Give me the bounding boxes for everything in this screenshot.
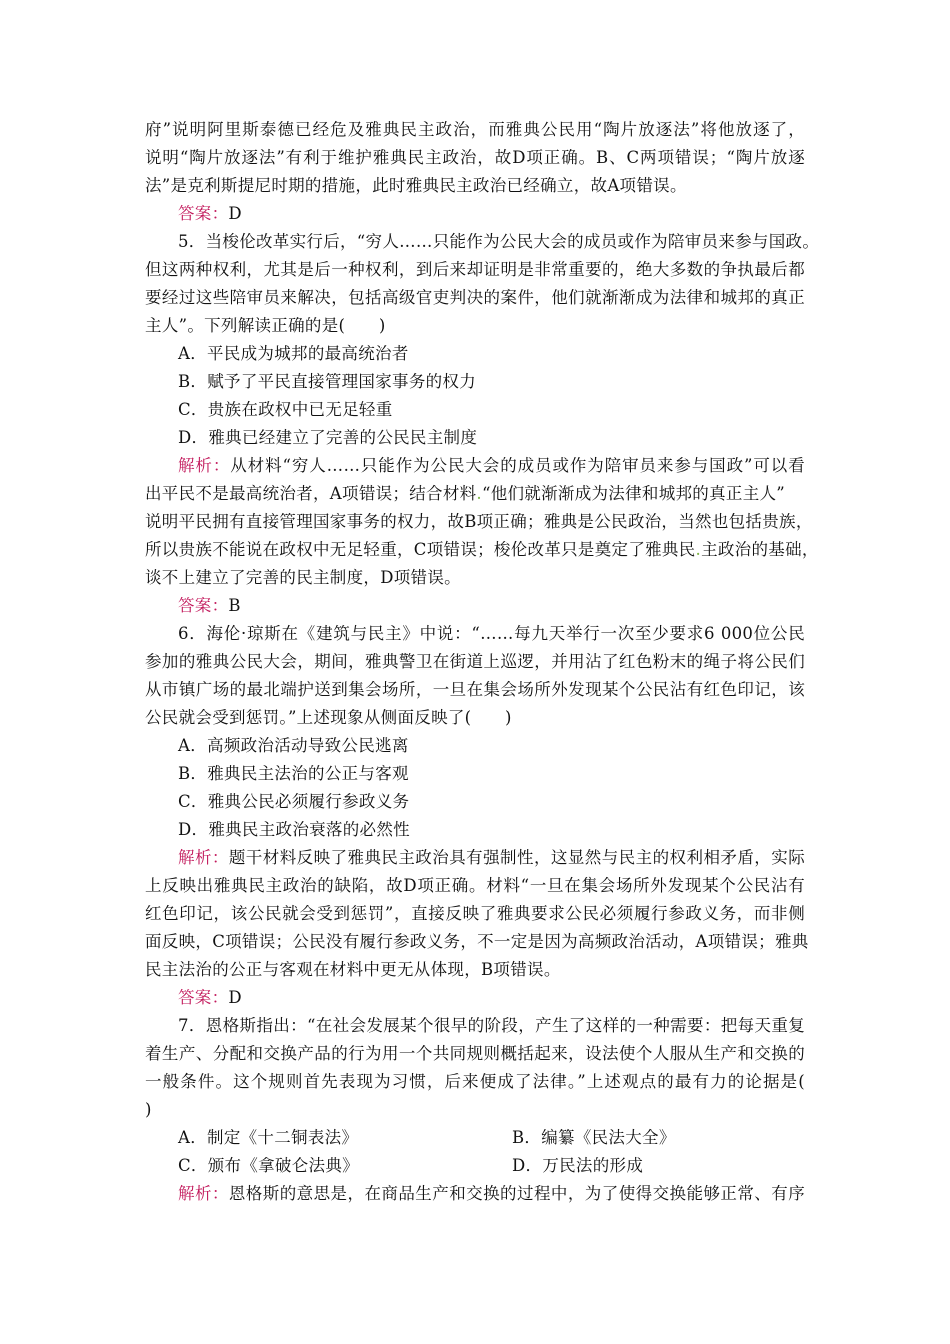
analysis-line: [145, 484, 785, 504]
analysis-text: 恩格斯的意思是，在商品生产和交换的过程中，为了使得交换能够正常、有序: [228, 1184, 806, 1203]
question-stem: 5．当梭伦改革实行后，“穷人……只能作为公民大会的成员或作为陪审员来参与国政。: [178, 232, 820, 251]
option: A．高频政治活动导致公民逃离: [178, 736, 409, 755]
option: B．编纂《民法大全》: [512, 1128, 676, 1147]
option: C．颁布《拿破仑法典》: [178, 1156, 359, 1175]
analysis-text: 出平民不是最高统治者，A项错误；结合材料: [145, 484, 477, 503]
option: A．制定《十二铜表法》: [178, 1128, 359, 1147]
analysis-text: 主政治的基础，: [701, 540, 819, 559]
option: B．雅典民主法治的公正与客观: [178, 764, 409, 783]
analysis-line: [178, 456, 805, 476]
answer-line: [178, 596, 241, 616]
question-stem: 7．恩格斯指出：“在社会发展某个很早的阶段，产生了这样的一种需要：把每天重复: [178, 1016, 805, 1035]
question-stem: ): [145, 1100, 152, 1119]
text-line: 法”是克利斯提尼时期的措施，此时雅典民主政治已经确立，故A项错误。: [145, 176, 687, 195]
analysis-label: 解析：: [178, 1184, 229, 1203]
option: A．平民成为城邦的最高统治者: [178, 344, 409, 363]
analysis-text: “他们就渐渐成为法律和城邦的真正主人”: [481, 484, 786, 503]
analysis-text: 所以贵族不能说在政权中无足轻重，C项错误；梭伦改革只是奠定了雅典民: [145, 540, 696, 559]
answer-label: 答案：: [178, 204, 229, 223]
answer-label: 答案：: [178, 596, 229, 615]
analysis-line: 谈不上建立了完善的民主制度，D项错误。: [145, 568, 461, 587]
answer-line: [178, 204, 242, 224]
answer-value: D: [228, 204, 242, 223]
question-stem: 参加的雅典公民大会，期间，雅典警卫在街道上巡逻，并用沾了红色粉末的绳子将公民们: [145, 652, 805, 671]
analysis-line: 面反映，C项错误；公民没有履行参政义务，不一定是因为高频政治活动，A项错误；雅典: [145, 932, 809, 951]
option: D．雅典已经建立了完善的公民民主制度: [178, 428, 478, 447]
analysis-line: [178, 1184, 805, 1204]
analysis-line: [178, 848, 805, 868]
answer-label: 答案：: [178, 988, 229, 1007]
option: B．赋予了平民直接管理国家事务的权力: [178, 372, 477, 391]
analysis-line: 说明平民拥有直接管理国家事务的权力，故B项正确；雅典是公民政治，当然也包括贵族，: [145, 512, 813, 531]
question-stem: 要经过这些陪审员来解决，包括高级官吏判决的案件，他们就渐渐成为法律和城邦的真正: [145, 288, 805, 307]
option: D．万民法的形成: [512, 1156, 644, 1175]
analysis-text: 从材料“穷人……只能作为公民大会的成员或作为陪审员来参与国政”可以看: [230, 456, 805, 475]
analysis-text: 题干材料反映了雅典民主政治具有强制性，这显然与民主的权利相矛盾，实际: [228, 848, 806, 867]
analysis-line: 民主法治的公正与客观在材料中更无从体现，B项错误。: [145, 960, 561, 979]
question-stem: 公民就会受到惩罚。”上述现象从侧面反映了( ): [145, 708, 512, 727]
question-stem: 但这两种权利，尤其是后一种权利，到后来却证明是非常重要的，绝大多数的争执最后都: [145, 260, 805, 279]
text-line: 府”说明阿里斯泰德已经危及雅典民主政治，而雅典公民用“陶片放逐法”将他放逐了，: [145, 120, 805, 139]
answer-value: B: [228, 596, 241, 615]
question-stem: 从市镇广场的最北端护送到集会场所，一旦在集会场所外发现某个公民沾有红色印记，该: [145, 680, 805, 699]
option: C．贵族在政权中已无足轻重: [178, 400, 393, 419]
mark-dot: .: [476, 484, 482, 503]
question-stem: 主人”。下列解读正确的是( ): [145, 316, 386, 335]
answer-line: [178, 988, 242, 1008]
analysis-line: 红色印记，该公民就会受到惩罚”，直接反映了雅典要求公民必须履行参政义务，而非侧: [145, 904, 805, 923]
option: D．雅典民主政治衰落的必然性: [178, 820, 410, 839]
answer-value: D: [228, 988, 242, 1007]
analysis-line: [145, 540, 819, 560]
question-stem: 一般条件。这个规则首先表现为习惯，后来便成了法律。”上述观点的最有力的论据是(: [145, 1072, 805, 1091]
question-stem: 6．海伦·琼斯在《建筑与民主》中说：“……每九天举行一次至少要求6 000位公民: [178, 624, 805, 643]
text-line: 说明“陶片放逐法”有利于维护雅典民主政治，故D项正确。B、C两项错误；“陶片放逐: [145, 148, 805, 167]
mark-dot: .: [695, 540, 702, 559]
analysis-label: 解析：: [178, 848, 229, 867]
analysis-label: 解析：: [178, 456, 231, 475]
option: C．雅典公民必须履行参政义务: [178, 792, 410, 811]
question-stem: 着生产、分配和交换产品的行为用一个共同规则概括起来，设法使个人服从生产和交换的: [145, 1044, 805, 1063]
analysis-line: 上反映出雅典民主政治的缺陷，故D项正确。材料“一旦在集会场所外发现某个公民沾有: [145, 876, 805, 895]
